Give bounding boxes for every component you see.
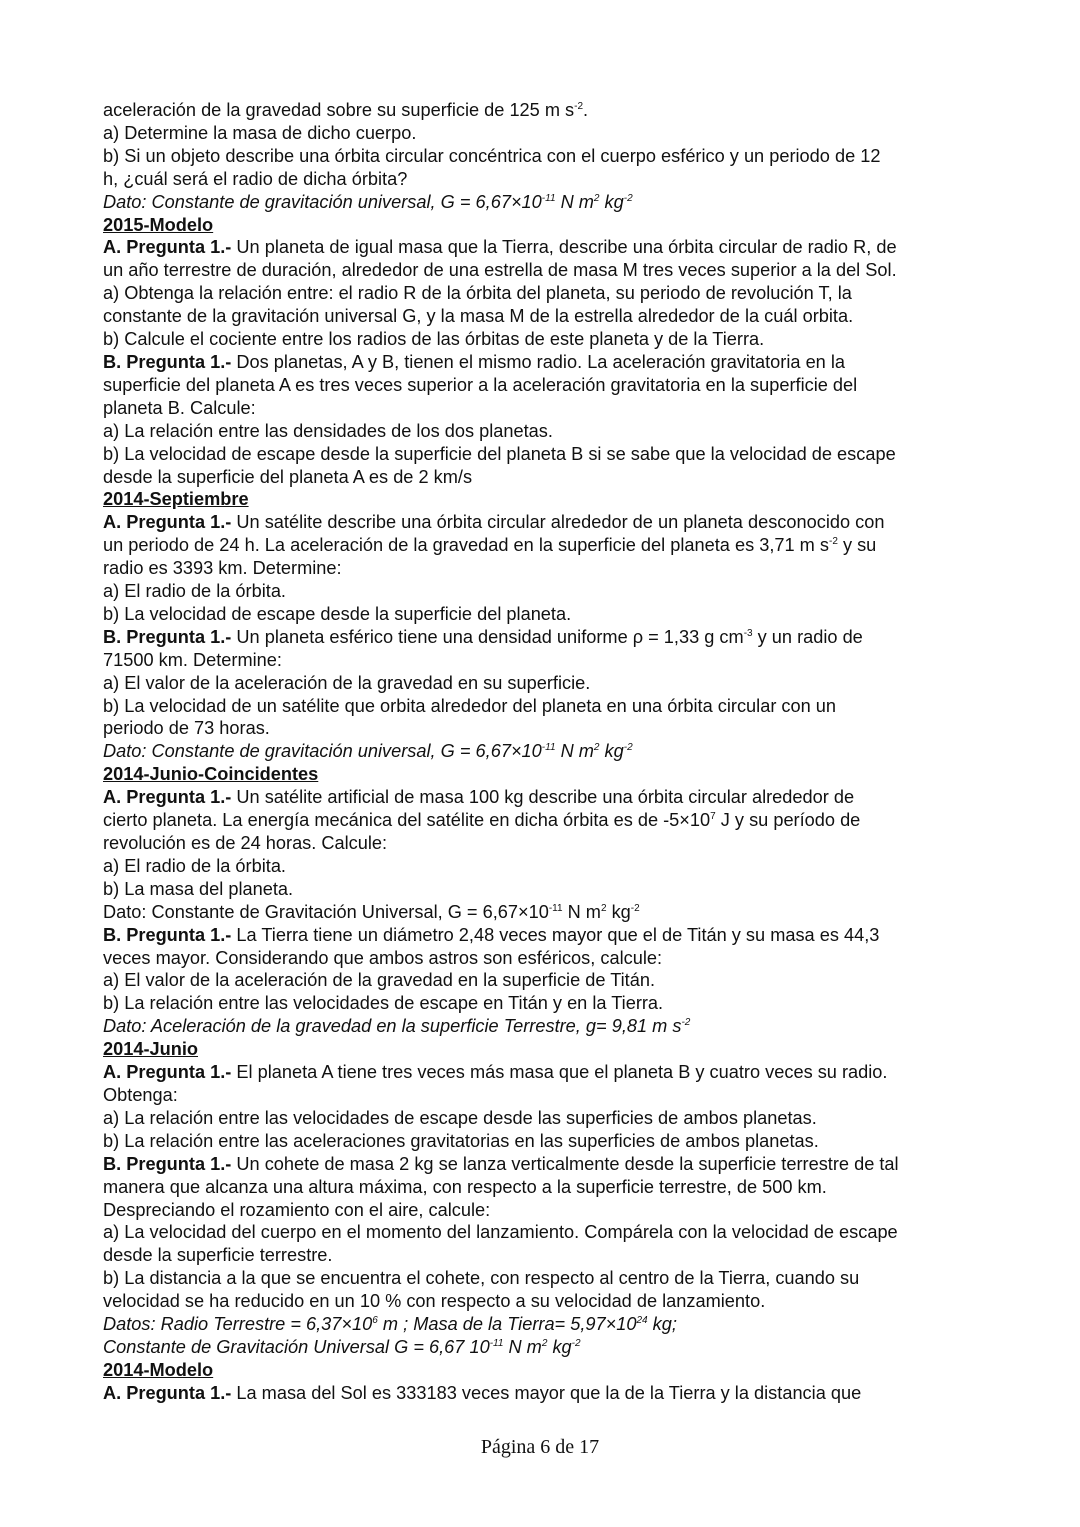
text-run: h, ¿cuál será el radio de dicha órbita? bbox=[103, 168, 408, 189]
text-line bbox=[103, 1244, 983, 1267]
question-line bbox=[103, 511, 983, 534]
text-line bbox=[103, 305, 983, 328]
text-run: b) Si un objeto describe una órbita circular concéntrica con el cuerpo esférico y un periodo de 12 bbox=[103, 145, 881, 166]
text-run: un periodo de 24 h. La aceleración de la gravedad en la superficie del planeta es 3,71 m s bbox=[103, 535, 829, 556]
text-run: Dato: Constante de gravitación universal, G = 6,67×10 bbox=[103, 191, 542, 212]
text-run: b) La velocidad de un satélite que orbita alrededor del planeta en una órbita circular con un bbox=[103, 695, 837, 716]
question-line bbox=[103, 924, 983, 947]
text-run: N m bbox=[555, 741, 594, 762]
text-run: kg bbox=[606, 901, 631, 922]
superscript: 6 bbox=[372, 1315, 378, 1327]
text-run: b) La distancia a la que se encuentra el cohete, con respecto al centro de la Tierra, cuando su bbox=[103, 1268, 860, 1289]
text-run: a) La relación entre las velocidades de escape desde las superficies de ambos planetas. bbox=[103, 1107, 817, 1128]
superscript: -2 bbox=[681, 1017, 691, 1029]
dato-line bbox=[103, 1313, 983, 1336]
text-run: veces mayor. Considerando que ambos astros son esféricos, calcule: bbox=[103, 947, 663, 968]
question-line bbox=[103, 626, 983, 649]
text-run: Obtenga: bbox=[103, 1084, 178, 1105]
text-run: periodo de 73 horas. bbox=[103, 718, 270, 739]
text-run: planeta B. Calcule: bbox=[103, 397, 256, 418]
text-run: velocidad se ha reducido en un 10 % con respecto a su velocidad de lanzamiento. bbox=[103, 1291, 766, 1312]
text-run: La Tierra tiene un diámetro 2,48 veces mayor que el de Titán y su masa es 44,3 bbox=[231, 924, 880, 945]
superscript: 2 bbox=[541, 1337, 548, 1349]
text-run: Dos planetas, A y B, tienen el mismo radio. La aceleración gravitatoria en la bbox=[231, 351, 846, 372]
text-line bbox=[103, 397, 983, 420]
text-run: un año terrestre de duración, alrededor de una estrella de masa M tres veces superior a la del Sol. bbox=[103, 260, 897, 281]
text-run: Despreciando el rozamiento con el aire, calcule: bbox=[103, 1199, 491, 1220]
text-line bbox=[103, 443, 983, 466]
text-line bbox=[103, 1107, 983, 1130]
text-line bbox=[103, 328, 983, 351]
text-run: radio es 3393 km. Determine: bbox=[103, 558, 342, 579]
question-label: A. Pregunta 1.- bbox=[103, 512, 232, 533]
dato-line bbox=[103, 191, 983, 214]
text-run: kg bbox=[599, 191, 624, 212]
question-label: B. Pregunta 1.- bbox=[103, 1153, 232, 1174]
question-line bbox=[103, 351, 983, 374]
superscript: 2 bbox=[600, 902, 607, 914]
question-label: A. Pregunta 1.- bbox=[103, 1062, 232, 1083]
text-run: 71500 km. Determine: bbox=[103, 649, 282, 670]
text-line bbox=[103, 717, 983, 740]
text-run: Dato: Aceleración de la gravedad en la superficie Terrestre, g= 9,81 m s bbox=[103, 1016, 682, 1037]
text-run: b) La masa del planeta. bbox=[103, 878, 294, 899]
text-run: a) La velocidad del cuerpo en el momento del lanzamiento. Compárela con la velocidad de escape bbox=[103, 1222, 898, 1243]
text-line bbox=[103, 282, 983, 305]
text-run: a) El radio de la órbita. bbox=[103, 581, 286, 602]
section-heading bbox=[103, 214, 983, 237]
text-line bbox=[103, 374, 983, 397]
superscript: -11 bbox=[541, 742, 556, 754]
text-run: cierto planeta. La energía mecánica del satélite en dicha órbita es de -5×10 bbox=[103, 810, 711, 831]
text-run: desde la superficie del planeta A es de 2 km/s bbox=[103, 466, 473, 487]
question-line bbox=[103, 236, 983, 259]
text-run: b) Calcule el cociente entre los radios de las órbitas de este planeta y de la Tierra. bbox=[103, 329, 765, 350]
text-run: a) Determine la masa de dicho cuerpo. bbox=[103, 122, 417, 143]
text-run: kg bbox=[599, 741, 624, 762]
superscript: 2 bbox=[593, 192, 600, 204]
superscript: 24 bbox=[636, 1315, 648, 1327]
text-run: m ; Masa de la Tierra= 5,97×10 bbox=[377, 1314, 637, 1335]
text-line bbox=[103, 145, 983, 168]
text-run: a) El radio de la órbita. bbox=[103, 855, 286, 876]
text-run: Un satélite artificial de masa 100 kg describe una órbita circular alrededor de bbox=[231, 787, 855, 808]
superscript: 2 bbox=[593, 742, 600, 754]
text-run: 2014-Junio-Coincidentes bbox=[103, 764, 319, 785]
text-line bbox=[103, 947, 983, 970]
text-run: a) El valor de la aceleración de la gravedad en su superficie. bbox=[103, 672, 591, 693]
text-line bbox=[103, 1199, 983, 1222]
text-line bbox=[103, 672, 983, 695]
question-label: A. Pregunta 1.- bbox=[103, 787, 232, 808]
text-line bbox=[103, 1221, 983, 1244]
document-body bbox=[103, 99, 983, 1405]
superscript: -2 bbox=[571, 1337, 581, 1349]
superscript: -2 bbox=[630, 902, 640, 914]
superscript: -11 bbox=[541, 192, 556, 204]
text-line bbox=[103, 1130, 983, 1153]
text-run: Dato: Constante de gravitación universal, G = 6,67×10 bbox=[103, 741, 542, 762]
text-run: manera que alcanza una altura máxima, con respecto a la superficie terrestre, de 500 km. bbox=[103, 1176, 827, 1197]
text-line bbox=[103, 695, 983, 718]
text-line bbox=[103, 580, 983, 603]
superscript: 7 bbox=[710, 811, 716, 823]
dato-line bbox=[103, 1015, 983, 1038]
text-run: desde la superficie terrestre. bbox=[103, 1245, 333, 1266]
question-label: A. Pregunta 1.- bbox=[103, 1382, 232, 1403]
question-label: A. Pregunta 1.- bbox=[103, 237, 232, 258]
text-run: kg; bbox=[647, 1314, 677, 1335]
text-run: b) La velocidad de escape desde la superficie del planeta B si se sabe que la velocidad de escape bbox=[103, 443, 896, 464]
text-run: 2014-Junio bbox=[103, 1039, 199, 1060]
text-line bbox=[103, 855, 983, 878]
text-line bbox=[103, 122, 983, 145]
text-run: Un planeta de igual masa que la Tierra, describe una órbita circular de radio R, de bbox=[231, 237, 897, 258]
text-run: revolución es de 24 horas. Calcule: bbox=[103, 833, 388, 853]
text-line bbox=[103, 1267, 983, 1290]
text-line bbox=[103, 603, 983, 626]
dato-line bbox=[103, 740, 983, 763]
text-run: a) El valor de la aceleración de la gravedad en la superficie de Titán. bbox=[103, 970, 656, 991]
text-line bbox=[103, 557, 983, 580]
question-label: B. Pregunta 1.- bbox=[103, 626, 232, 647]
text-run: J y su período de bbox=[715, 810, 861, 831]
text-run: a) La relación entre las densidades de los dos planetas. bbox=[103, 420, 553, 441]
text-run: kg bbox=[547, 1336, 572, 1357]
text-run: 2014-Septiembre bbox=[103, 489, 249, 510]
dato-line bbox=[103, 1336, 983, 1359]
text-run: N m bbox=[562, 901, 601, 922]
page-number: Página 6 de 17 bbox=[480, 1436, 600, 1458]
text-line bbox=[103, 1084, 983, 1107]
section-heading bbox=[103, 1038, 983, 1061]
superscript: -2 bbox=[574, 101, 584, 112]
text-run: Un cohete de masa 2 kg se lanza verticalmente desde la superficie terrestre de tal bbox=[231, 1153, 899, 1174]
text-run: 2014-Modelo bbox=[103, 1359, 214, 1380]
text-line bbox=[103, 99, 983, 122]
text-line bbox=[103, 969, 983, 992]
text-run: Constante de Gravitación Universal G = 6,67 10 bbox=[103, 1336, 490, 1357]
text-run: b) La relación entre las aceleraciones gravitatorias en las superficies de ambos planetas. bbox=[103, 1130, 819, 1151]
section-heading bbox=[103, 1359, 983, 1382]
text-run: Un satélite describe una órbita circular alrededor de un planeta desconocido con bbox=[231, 512, 885, 533]
text-line bbox=[103, 1290, 983, 1313]
text-run: La masa del Sol es 333183 veces mayor que la de la Tierra y la distancia que bbox=[231, 1382, 862, 1403]
text-line bbox=[103, 259, 983, 282]
text-line bbox=[103, 901, 983, 924]
text-run: Datos: Radio Terrestre = 6,37×10 bbox=[103, 1314, 373, 1335]
text-run: b) La relación entre las velocidades de escape en Titán y en la Tierra. bbox=[103, 993, 664, 1014]
text-run: y su bbox=[837, 535, 877, 556]
superscript: -11 bbox=[489, 1337, 504, 1349]
text-run: 2015-Modelo bbox=[103, 214, 214, 235]
text-run: y un radio de bbox=[752, 626, 863, 647]
text-line bbox=[103, 534, 983, 557]
text-run: b) La velocidad de escape desde la superficie del planeta. bbox=[103, 603, 572, 624]
question-line bbox=[103, 1382, 983, 1405]
superscript: -3 bbox=[743, 627, 753, 639]
superscript: -2 bbox=[623, 742, 633, 754]
text-line bbox=[103, 466, 983, 489]
question-line bbox=[103, 1061, 983, 1084]
text-run: a) Obtenga la relación entre: el radio R de la órbita del planeta, su periodo de revolución T, la bbox=[103, 283, 852, 304]
text-run: Dato: Constante de Gravitación Universal, G = 6,67×10 bbox=[103, 901, 549, 922]
text-line bbox=[103, 992, 983, 1015]
text-run: aceleración de la gravedad sobre su superficie de 125 m s bbox=[103, 100, 575, 120]
text-run: Un planeta esférico tiene una densidad uniforme ρ = 1,33 g cm bbox=[231, 626, 744, 647]
text-line bbox=[103, 1176, 983, 1199]
text-run: El planeta A tiene tres veces más masa que el planeta B y cuatro veces su radio. bbox=[231, 1062, 888, 1083]
superscript: -2 bbox=[623, 192, 633, 204]
superscript: -11 bbox=[548, 902, 563, 914]
section-heading bbox=[103, 488, 983, 511]
question-label: B. Pregunta 1.- bbox=[103, 351, 232, 372]
text-run: N m bbox=[555, 191, 594, 212]
text-run: N m bbox=[503, 1336, 542, 1357]
superscript: -2 bbox=[828, 536, 838, 548]
text-run: superficie del planeta A es tres veces superior a la aceleración gravitatoria en la superficie del bbox=[103, 374, 858, 395]
question-label: B. Pregunta 1.- bbox=[103, 924, 232, 945]
text-run: constante de la gravitación universal G, y la masa M de la estrella alrededor de la cuál orbita. bbox=[103, 306, 854, 327]
text-line bbox=[103, 832, 983, 855]
text-line bbox=[103, 649, 983, 672]
question-line bbox=[103, 1153, 983, 1176]
text-line bbox=[103, 420, 983, 443]
question-line bbox=[103, 786, 983, 809]
section-heading bbox=[103, 763, 983, 786]
text-line bbox=[103, 168, 983, 191]
text-line bbox=[103, 809, 983, 832]
text-line bbox=[103, 878, 983, 901]
text-run: . bbox=[583, 100, 589, 120]
